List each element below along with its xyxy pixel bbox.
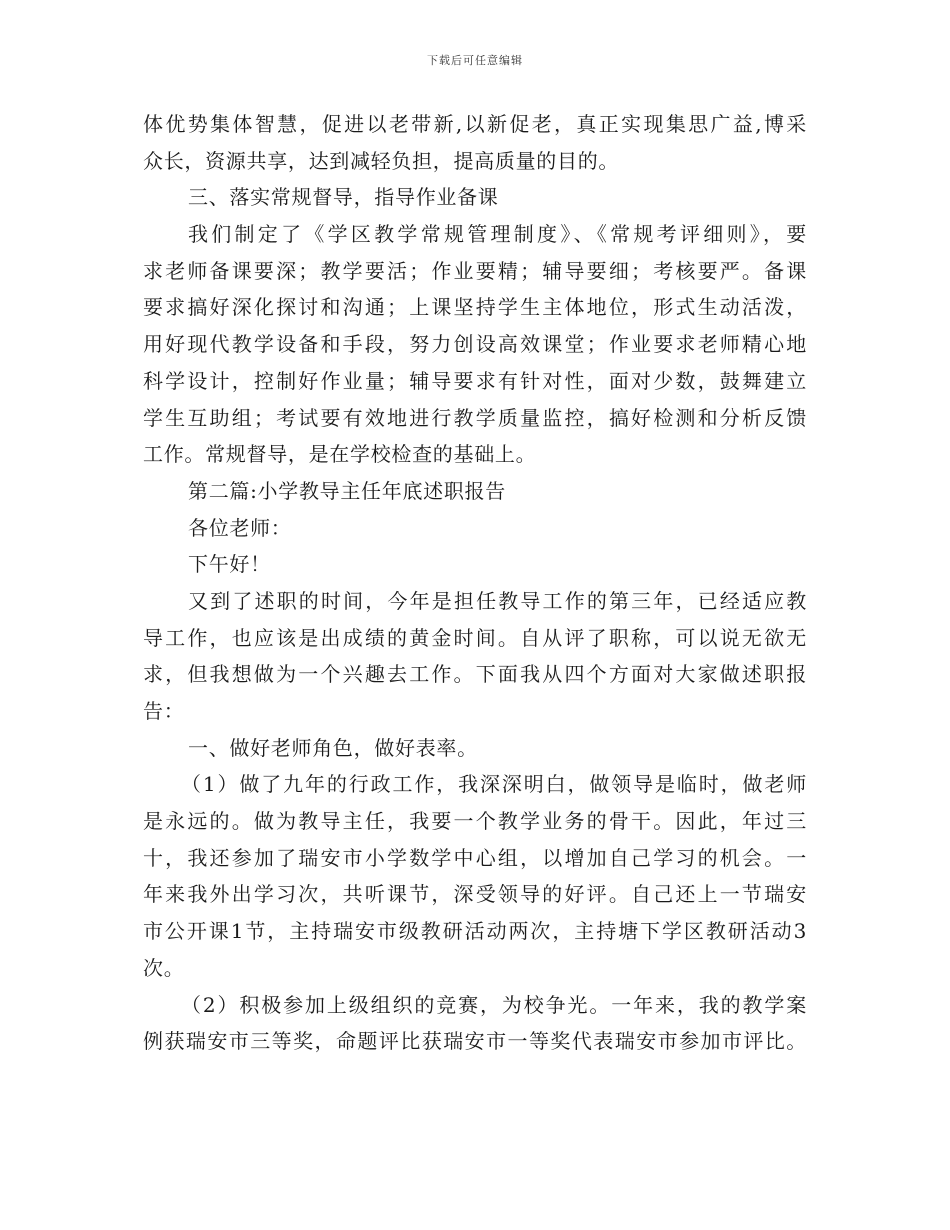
text-line: 工作。常规督导，是在学校检查的基础上。: [143, 442, 537, 467]
document-body: [143, 106, 807, 1060]
text-line: 是永远的。做为教导主任，我要一个教学业务的骨干。因此，年过三: [143, 809, 807, 834]
text-line: 次。: [143, 955, 185, 980]
text-line: 十，我还参加了瑞安市小学数学中心组，以增加自己学习的机会。一: [143, 845, 807, 870]
text-line: 用好现代教学设备和手段，努力创设高效课堂；作业要求老师精心地: [143, 332, 807, 357]
text-line: （1）做了九年的行政工作，我深深明白，做领导是临时，做老师: [181, 772, 807, 797]
text-line: 例获瑞安市三等奖，命题评比获瑞安市一等奖代表瑞安市参加市评比。: [143, 1029, 807, 1054]
text-line: 体优势集体智慧，促进以老带新,以新促老，真正实现集思广益,博采: [143, 112, 807, 136]
text-line: 三、落实常规督导，指导作业备课: [188, 185, 499, 210]
text-line: 学生互助组；考试要有效地进行教学质量监控，搞好检测和分析反馈: [143, 405, 807, 430]
text-line: 告：: [143, 699, 185, 723]
text-line: 各位老师：: [188, 515, 292, 540]
text-line: 年来我外出学习次，共听课节，深受领导的好评。自己还上一节瑞安: [143, 882, 807, 907]
text-line: 市公开课1节，主持瑞安市级教研活动两次，主持塘下学区教研活动3: [143, 919, 807, 944]
page-header: 下载后可任意编辑: [427, 54, 523, 67]
text-line: 求，但我想做为一个兴趣去工作。下面我从四个方面对大家做述职报: [143, 662, 807, 687]
text-line: 科学设计，控制好作业量；辅导要求有针对性，面对少数，鼓舞建立: [143, 368, 807, 393]
text-line: 下午好！: [188, 552, 271, 577]
text-line: （2）积极参加上级组织的竞赛，为校争光。一年来，我的教学案: [181, 992, 807, 1017]
text-line: 众长，资源共享，达到减轻负担，提高质量的目的。: [143, 148, 620, 173]
text-line: 一、做好老师角色，做好表率。: [188, 735, 478, 760]
text-line: 第二篇:小学教导主任年底述职报告: [188, 478, 506, 503]
text-line: 求老师备课要深；教学要活；作业要精；辅导要细；考核要严。备课: [143, 258, 807, 283]
text-line: 导工作，也应该是出成绩的黄金时间。自从评了职称，可以说无欲无: [143, 625, 807, 650]
text-line: 要求搞好深化探讨和沟通；上课坚持学生主体地位，形式生动活泼，: [143, 295, 807, 320]
text-line: 又到了述职的时间，今年是担任教导工作的第三年，已经适应教: [188, 588, 807, 613]
text-line: 我们制定了《学区教学常规管理制度》、《常规考评细则》，要: [188, 222, 807, 247]
